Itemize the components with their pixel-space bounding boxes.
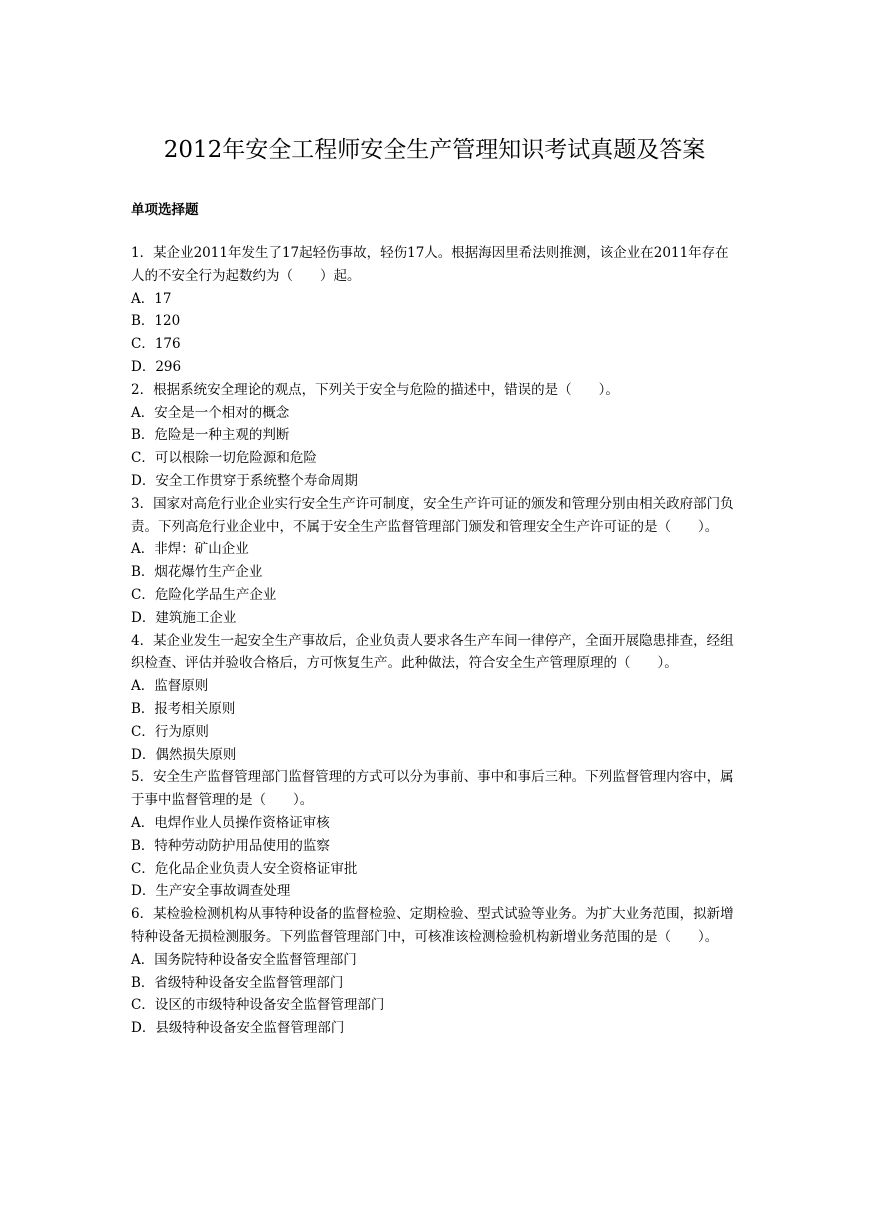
question-6 xyxy=(131,903,741,1040)
question-1 xyxy=(131,242,741,379)
option-a: A．非焊：矿山企业 xyxy=(131,541,249,558)
option-d: D．安全工作贯穿于系统整个寿命周期 xyxy=(131,472,358,489)
option-d: D．生产安全事故调查处理 xyxy=(131,883,291,900)
option-c: C．176 xyxy=(131,336,181,353)
question-text: 4．某企业发生一起安全生产事故后，企业负责人要求各生产车间一律停产，全面开展隐患排查，经组织检查、评估并验收合格后，方可恢复生产。此种做法，符合安全生产管理原理的（ ）。 xyxy=(131,632,734,672)
option-c: C．行为原则 xyxy=(131,723,209,740)
question-text: 1．某企业2011年发生了17起轻伤事故，轻伤17人。根据海因里希法则推测，该企业在2011年存在人的不安全行为起数约为（ ）起。 xyxy=(131,245,729,284)
option-a: A．安全是一个相对的概念 xyxy=(131,404,290,421)
option-d: D．296 xyxy=(131,358,182,375)
option-c: C．危化品企业负责人安全资格证审批 xyxy=(131,860,358,877)
option-b: B．报考相关原则 xyxy=(131,700,236,717)
section-heading: 单项选择题 xyxy=(131,202,199,218)
question-2 xyxy=(131,379,741,493)
question-text: 6．某检验检测机构从事特种设备的监督检验、定期检验、型式试验等业务。为扩大业务范围，拟新增特种设备无损检测服务。下列监督管理部门中，可核准该检测检验机构新增业务范围的是（ ）。 xyxy=(131,906,734,945)
question-4 xyxy=(131,630,741,767)
option-c: C．可以根除一切危险源和危险 xyxy=(131,450,317,467)
option-c: C．设区的市级特种设备安全监督管理部门 xyxy=(131,997,385,1014)
option-b: B．省级特种设备安全监督管理部门 xyxy=(131,974,344,991)
question-3 xyxy=(131,493,741,630)
question-text: 5．安全生产监督管理部门监督管理的方式可以分为事前、事中和事后三种。下列监督管理内容中，属于事中监督管理的是（ ）。 xyxy=(131,769,734,809)
option-a: A．电焊作业人员操作资格证审核 xyxy=(131,814,330,831)
question-list xyxy=(131,242,741,1040)
question-text: 2．根据系统安全理论的观点，下列关于安全与危险的描述中，错误的是（ ）。 xyxy=(131,381,619,398)
question-text: 3．国家对高危行业企业实行安全生产许可制度，安全生产许可证的颁发和管理分别由相关政府部门负责。下列高危行业企业中，不属于安全生产监督管理部门颁发和管理安全生产许可证的是（ ）。 xyxy=(131,495,734,535)
option-b: B．危险是一种主观的判断 xyxy=(131,427,290,444)
option-d: D．建筑施工企业 xyxy=(131,609,237,626)
option-b: B．烟花爆竹生产企业 xyxy=(131,564,263,581)
option-d: D．县级特种设备安全监督管理部门 xyxy=(131,1020,345,1037)
option-b: B．特种劳动防护用品使用的监察 xyxy=(131,837,330,854)
option-b: B．120 xyxy=(131,313,181,330)
option-c: C．危险化学品生产企业 xyxy=(131,586,277,603)
option-d: D．偶然损失原则 xyxy=(131,746,237,763)
option-a: A．监督原则 xyxy=(131,678,209,695)
option-a: A．17 xyxy=(131,290,172,307)
page-title: 2012年安全工程师安全生产管理知识考试真题及答案 xyxy=(163,137,706,163)
option-a: A．国务院特种设备安全监督管理部门 xyxy=(131,951,357,968)
question-5 xyxy=(131,766,741,903)
